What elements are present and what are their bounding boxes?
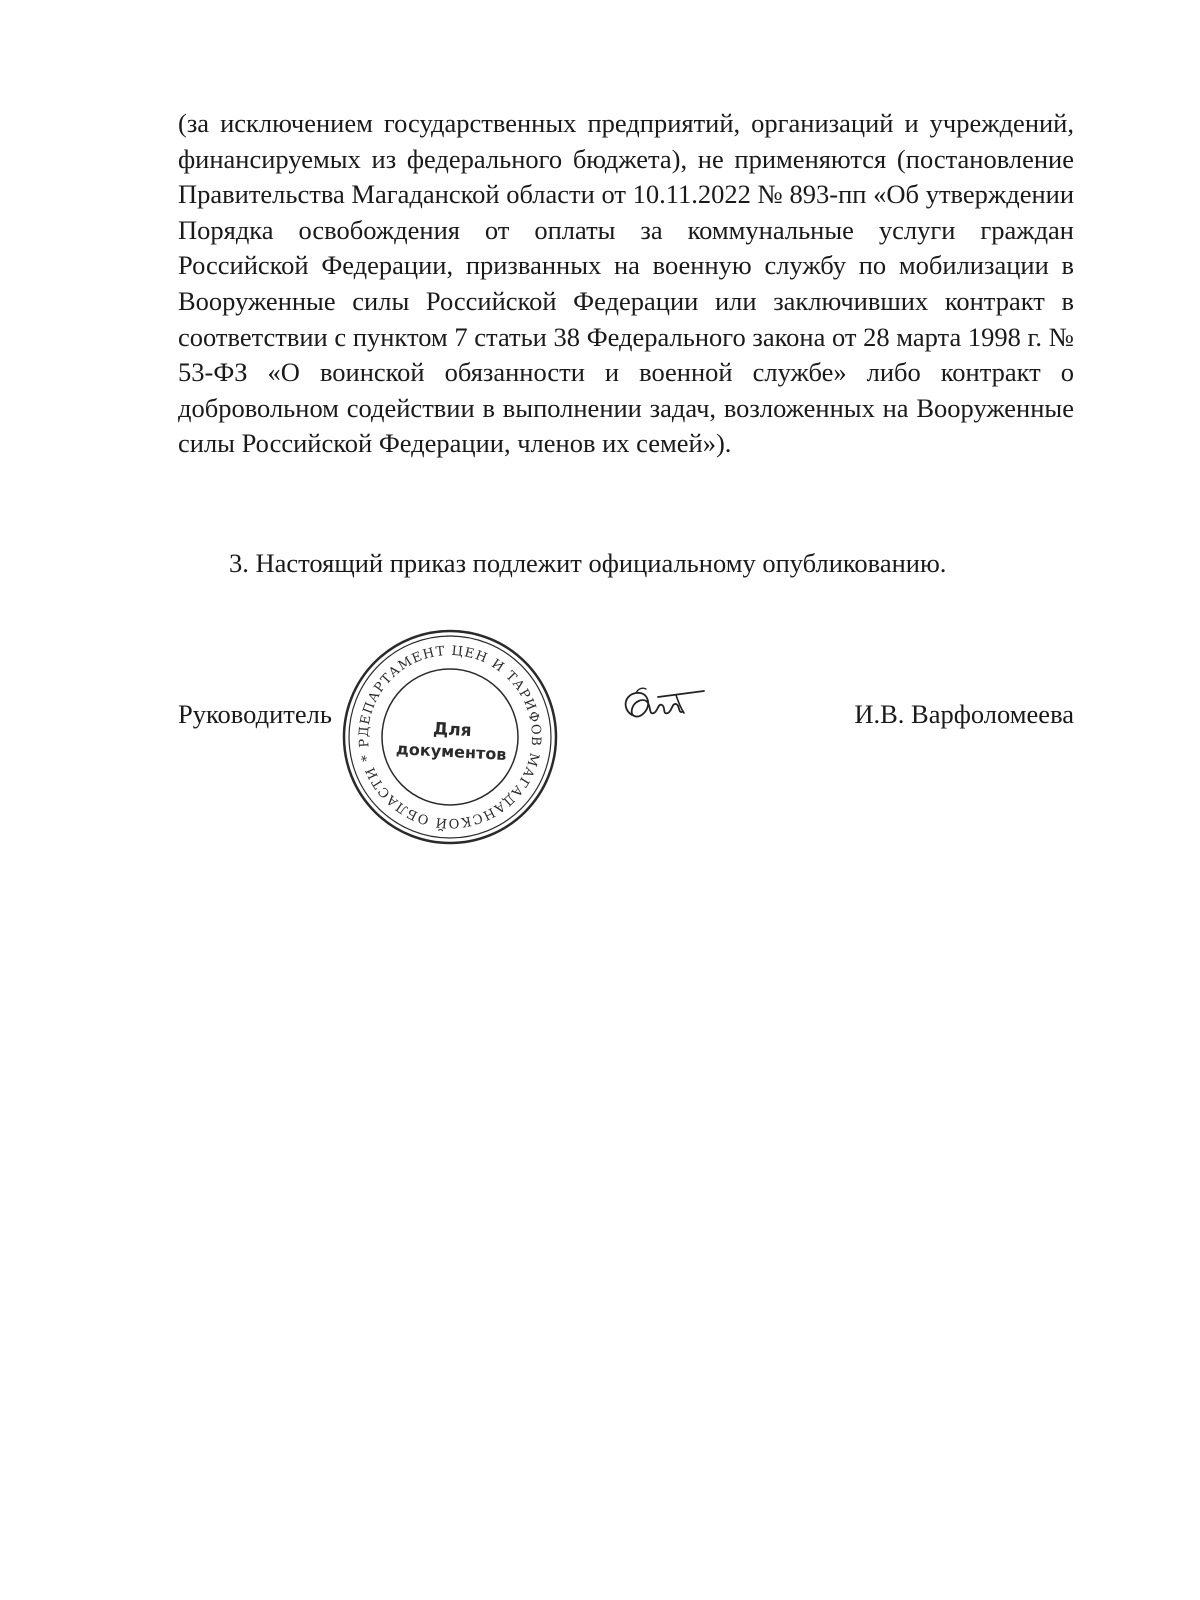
seal-center-line-1: Для xyxy=(432,719,473,742)
signatory-name: И.В. Варфоломеева xyxy=(854,699,1074,729)
signatory-title: Руководитель xyxy=(178,699,332,729)
seal-ring-text: ДЕПАРТАМЕНТ ЦЕН И ТАРИФОВ МАГАДАНСКОЙ ОБЛАСТИ * Р xyxy=(356,643,544,831)
clause-3: 3. Настоящий приказ подлежит официальному опубликованию. xyxy=(229,548,947,578)
signature-graphic xyxy=(618,683,710,733)
seal-graphic xyxy=(340,627,560,847)
official-seal xyxy=(340,627,560,847)
seal-center-line-2: документов xyxy=(395,739,507,764)
paragraph-continuation: (за исключением государственных предприятий, организаций и учреждений, финансируемых из федерального бюджета), не применяются (постановление Правительства Магаданской области от 10.11.2022 № 893-пп «Об утверждении Порядка освобождения от оплаты за коммунальные услуги граждан Российской Федерации, призванных на военную службу по мобилизации в Вооруженные силы Российской Федерации или заключивших контракт в соответствии с пунктом 7 статьи 38 Федерального закона от 28 марта 1998 г. № 53-ФЗ «О воинской обязанности и военной службе» либо контракт о добровольном содействии в выполнении задач, возложенных на Вооруженные силы Российской Федерации, членов их семей»). xyxy=(178,108,1074,459)
handwritten-signature xyxy=(618,683,710,733)
